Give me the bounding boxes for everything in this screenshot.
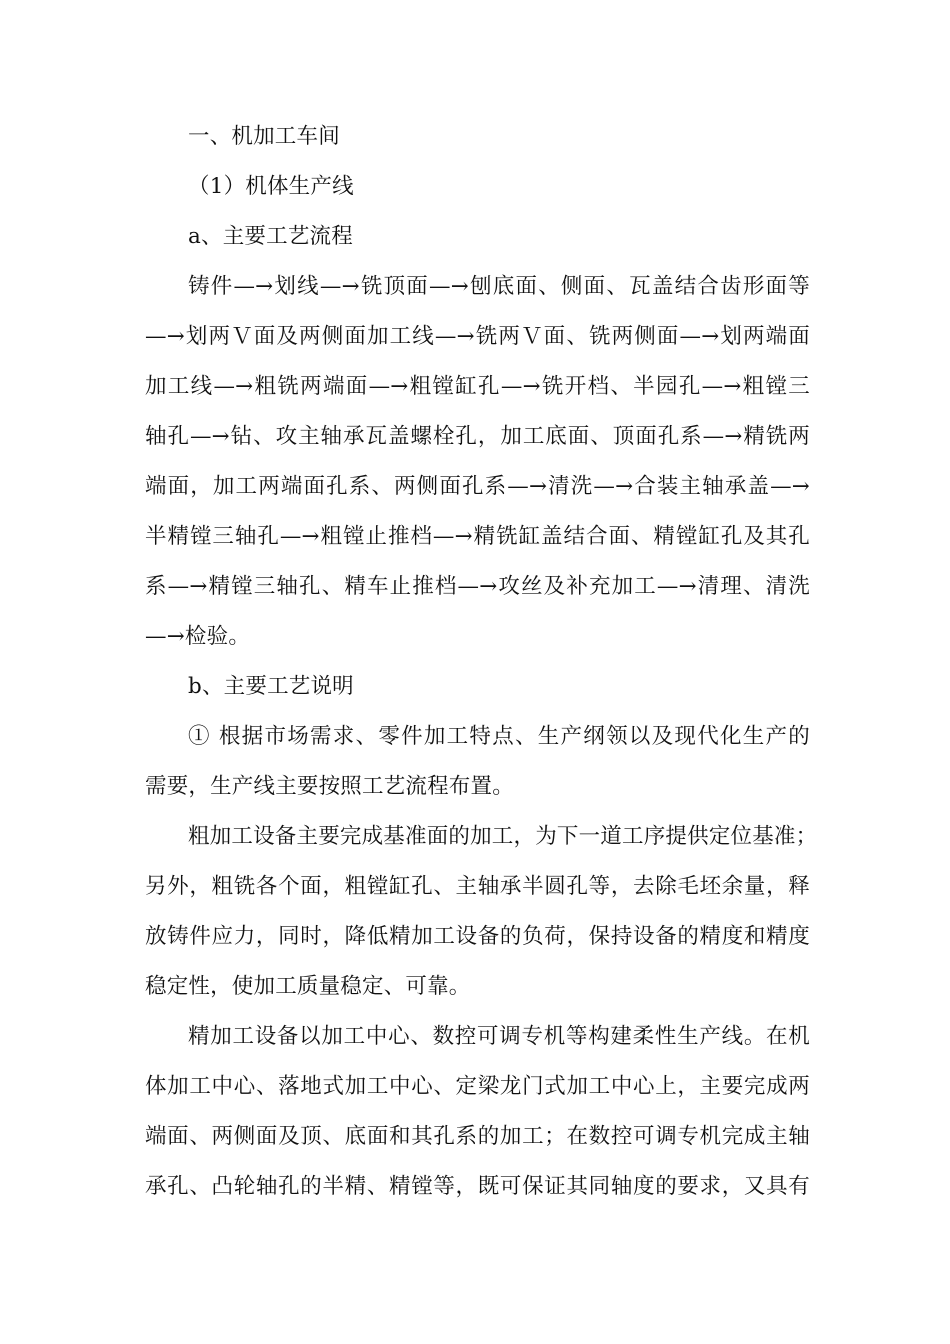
section-heading: 一、机加工车间 (188, 124, 340, 149)
paragraph-2 (145, 812, 818, 1012)
paragraph-line: 铸件—→划线—→铣顶面—→刨底面、侧面、瓦盖结合齿形面等 (188, 274, 810, 299)
paragraph-1 (145, 712, 810, 812)
process-flow-paragraph (145, 262, 810, 662)
paragraph-line: 放铸件应力，同时，降低精加工设备的负荷，保持设备的精度和精度 (145, 924, 810, 949)
paragraph-line: —→检验。 (145, 624, 251, 649)
paragraph-3 (145, 1012, 810, 1212)
paragraph-line: 需要，生产线主要按照工艺流程布置。 (145, 774, 514, 799)
paragraph-line: 系—→精镗三轴孔、精车止推档—→攻丝及补充加工—→清理、清洗 (145, 574, 810, 599)
document-body (145, 112, 818, 1212)
part-a-heading: a、主要工艺流程 (188, 224, 353, 249)
paragraph-line: 稳定性，使加工质量稳定、可靠。 (145, 974, 471, 999)
paragraph-line: ① 根据市场需求、零件加工特点、生产纲领以及现代化生产的 (188, 724, 810, 749)
part-b-heading: b、主要工艺说明 (188, 674, 354, 699)
paragraph-line: 端面、两侧面及顶、底面和其孔系的加工；在数控可调专机完成主轴 (145, 1124, 810, 1149)
paragraph-line: 承孔、凸轮轴孔的半精、精镗等，既可保证其同轴度的要求，又具有 (145, 1174, 810, 1199)
paragraph-line: 体加工中心、落地式加工中心、定梁龙门式加工中心上，主要完成两 (145, 1074, 810, 1099)
paragraph-line: 精加工设备以加工中心、数控可调专机等构建柔性生产线。在机 (188, 1024, 810, 1049)
paragraph-line: 粗加工设备主要完成基准面的加工，为下一道工序提供定位基准； (188, 824, 818, 849)
paragraph-line: 端面，加工两端面孔系、两侧面孔系—→清洗—→合装主轴承盖—→ (145, 474, 810, 499)
paragraph-line: 半精镗三轴孔—→粗镗止推档—→精铣缸盖结合面、精镗缸孔及其孔 (145, 524, 810, 549)
subsection-heading: （1）机体生产线 (188, 174, 354, 199)
paragraph-line: 加工线—→粗铣两端面—→粗镗缸孔—→铣开档、半园孔—→粗镗三 (145, 374, 810, 399)
paragraph-line: —→划两Ｖ面及两侧面加工线—→铣两Ｖ面、铣两侧面—→划两端面 (145, 324, 810, 349)
paragraph-line: 另外，粗铣各个面，粗镗缸孔、主轴承半圆孔等，去除毛坯余量，释 (145, 874, 810, 899)
paragraph-line: 轴孔—→钻、攻主轴承瓦盖螺栓孔，加工底面、顶面孔系—→精铣两 (145, 424, 810, 449)
